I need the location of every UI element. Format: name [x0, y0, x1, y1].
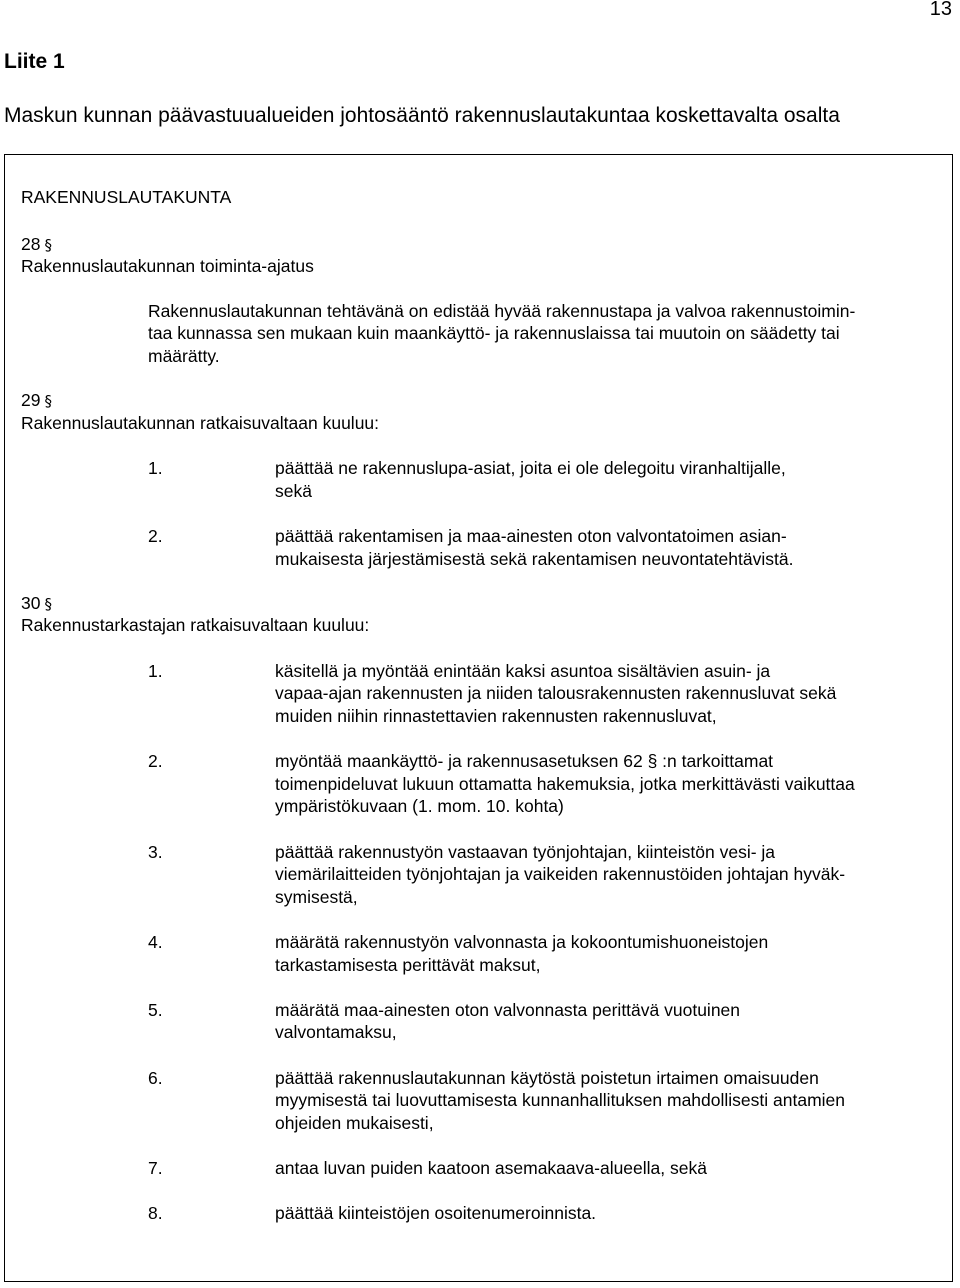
item-line: muiden niihin rinnastettavien rakennusten rakennusluvat, — [275, 706, 717, 726]
item-line: ympäristökuvaan (1. mom. 10. kohta) — [275, 796, 564, 816]
item-line: tarkastamisesta perittävät maksut, — [275, 955, 541, 975]
item-number: 5. — [148, 1000, 163, 1020]
section-title-29: Rakennuslautakunnan ratkaisuvaltaan kuuluu: — [21, 413, 380, 433]
section-28-paragraph-line-3: määrätty. — [148, 346, 220, 366]
item-line: antaa luvan puiden kaatoon asemakaava-alueella, sekä — [275, 1158, 707, 1178]
section-number-30 — [21, 592, 52, 616]
section-number: 30 — [21, 593, 41, 613]
section-number: 28 — [21, 234, 41, 254]
section-symbol: § — [44, 392, 52, 410]
item-line: ohjeiden mukaisesti, — [275, 1113, 434, 1133]
content-frame — [4, 154, 953, 1282]
board-heading: RAKENNUSLAUTAKUNTA — [21, 187, 232, 207]
item-number: 8. — [148, 1203, 163, 1223]
page-number: 13 — [929, 0, 952, 20]
section-number: 29 — [21, 390, 41, 410]
item-line: päättää rakennuslautakunnan käytöstä poistetun irtaimen omaisuuden — [275, 1068, 819, 1088]
item-number: 3. — [148, 842, 163, 862]
appendix-label: Liite 1 — [4, 50, 65, 73]
item-line: määrätä maa-ainesten oton valvonnasta perittävä vuotuinen — [275, 1000, 741, 1020]
item-line: määrätä rakennustyön valvonnasta ja kokoontumishuoneistojen — [275, 932, 769, 952]
item-line: myymisestä tai luovuttamisesta kunnanhallituksen mahdollisesti antamien — [275, 1090, 845, 1110]
item-number: 4. — [148, 932, 163, 952]
document-title: Maskun kunnan päävastuualueiden johtosääntö rakennuslautakuntaa koskettavalta osalta — [4, 104, 840, 127]
item-line: viemärilaitteiden työnjohtajan ja vaikeiden rakennustöiden johtajan hyväk- — [275, 864, 846, 884]
section-symbol: § — [44, 595, 52, 613]
item-line: päättää rakentamisen ja maa-ainesten oton valvontatoimen asian- — [275, 526, 787, 546]
item-line: toimenpideluvat lukuun ottamatta hakemuksia, jotka merkittävästi vaikuttaa — [275, 774, 855, 794]
item-number: 1. — [148, 661, 163, 681]
item-line: vapaa-ajan rakennusten ja niiden talousrakennusten rakennusluvat sekä — [275, 683, 837, 703]
item-line: päättää ne rakennuslupa-asiat, joita ei ole delegoitu viranhaltijalle, — [275, 458, 786, 478]
section-title-30: Rakennustarkastajan ratkaisuvaltaan kuuluu: — [21, 615, 370, 635]
item-line: sekä — [275, 481, 312, 501]
section-number-28 — [21, 233, 52, 257]
item-number: 1. — [148, 458, 163, 478]
item-number: 2. — [148, 751, 163, 771]
item-number: 2. — [148, 526, 163, 546]
item-line: mukaisesta järjestämisestä sekä rakentamisen neuvontatehtävistä. — [275, 549, 794, 569]
item-line: päättää rakennustyön vastaavan työnjohtajan, kiinteistön vesi- ja — [275, 842, 776, 862]
item-line: myöntää maankäyttö- ja rakennusasetuksen 62 § :n tarkoittamat — [275, 751, 774, 771]
item-line: symisestä, — [275, 887, 358, 907]
item-number: 6. — [148, 1068, 163, 1088]
item-line: käsitellä ja myöntää enintään kaksi asuntoa sisältävien asuin- ja — [275, 661, 771, 681]
section-symbol: § — [44, 236, 52, 254]
item-number: 7. — [148, 1158, 163, 1178]
section-title-28: Rakennuslautakunnan toiminta-ajatus — [21, 256, 314, 276]
section-28-paragraph-line-1: Rakennuslautakunnan tehtävänä on edistää hyvää rakennustapa ja valvoa rakennustoimin- — [148, 301, 856, 321]
item-line: päättää kiinteistöjen osoitenumeroinnista. — [275, 1203, 597, 1223]
section-28-paragraph-line-2: taa kunnassa sen mukaan kuin maankäyttö- ja rakennuslaissa tai muutoin on säädetty tai — [148, 323, 840, 343]
item-line: valvontamaksu, — [275, 1022, 397, 1042]
section-number-29 — [21, 389, 52, 413]
